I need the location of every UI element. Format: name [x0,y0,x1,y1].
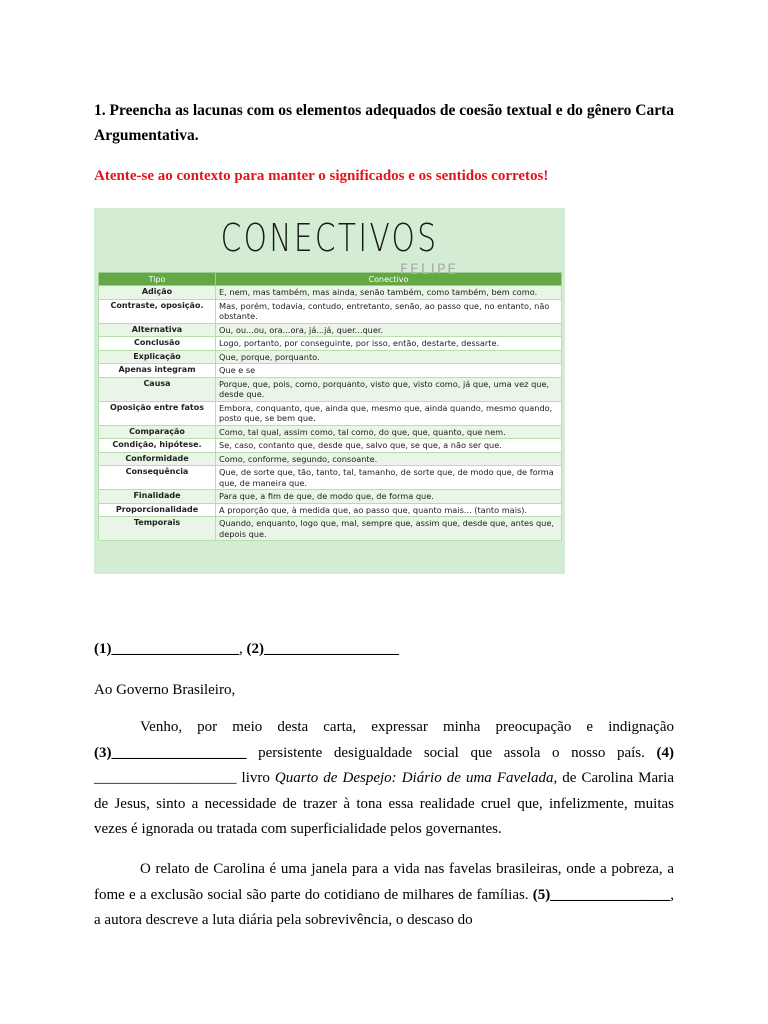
cell-conectivo: Logo, portanto, por conseguinte, por isso, então, destarte, dessarte. [216,337,562,351]
blank-2: (2)__________________ [246,641,399,657]
letter-paragraph-1 [94,715,674,843]
connectives-table [98,272,562,541]
cell-tipo: Explicação [99,350,216,364]
cell-tipo: Adição [99,286,216,300]
header-tipo: Tipo [99,273,216,286]
cell-tipo: Alternativa [99,323,216,337]
table-row [99,350,562,364]
blank-1: (1)_________________ [94,641,239,657]
cell-conectivo: Ou, ou...ou, ora...ora, já...já, quer...quer. [216,323,562,337]
table-row [99,286,562,300]
cell-conectivo: Quando, enquanto, logo que, mal, sempre que, assim que, desde que, antes que, depois que. [216,517,562,541]
cell-conectivo: Que, de sorte que, tão, tanto, tal, tamanho, de sorte que, de modo que, de forma que, de maneira que. [216,466,562,490]
p2-text-1: O relato de Carolina é uma janela para a vida nas favelas brasileiras, onde a pobreza, a fome e a exclusão social são parte do cotidiano de milhares de famílias. [94,861,674,903]
letter-paragraph-2 [94,857,674,934]
cell-conectivo: Se, caso, contanto que, desde que, salvo que, se que, a não ser que. [216,439,562,453]
blank-4-number: (4) [656,744,674,761]
cell-tipo: Temporais [99,517,216,541]
cell-tipo: Contraste, oposição. [99,299,216,323]
cell-conectivo: Porque, que, pois, como, porquanto, visto que, visto como, já que, uma vez que, desde que. [216,377,562,401]
cell-conectivo: Como, conforme, segundo, consoante. [216,452,562,466]
blank-4-line: ___________________ [94,770,237,786]
cell-tipo: Apenas integram [99,364,216,378]
table-row [99,337,562,351]
cell-tipo: Finalidade [99,490,216,504]
table-row [99,490,562,504]
cell-tipo: Consequência [99,466,216,490]
cell-conectivo: Mas, porém, todavia, contudo, entretanto, senão, ao passo que, no entanto, não obstante. [216,299,562,323]
blank-separator: , [239,641,247,657]
cell-conectivo: Para que, a fim de que, de modo que, de forma que. [216,490,562,504]
book-title: Quarto de Despejo: Diário de uma Favelada [274,770,554,786]
question-title: 1. Preencha as lacunas com os elementos adequados de coesão textual e do gênero Carta Argumentativa. [94,102,674,144]
table-row [99,364,562,378]
blank-5: (5)________________ [532,886,671,903]
table-row [99,439,562,453]
cell-conectivo: Embora, conquanto, que, ainda que, mesmo que, ainda quando, mesmo quando, posto que, se bem que. [216,401,562,425]
table-row [99,299,562,323]
cell-conectivo: E, nem, mas também, mas ainda, senão também, como também, bem como. [216,286,562,300]
cell-tipo: Proporcionalidade [99,503,216,517]
table-row [99,425,562,439]
p1-text-3: livro [236,770,275,786]
table-row [99,323,562,337]
p1-text-1: Venho, por meio desta carta, expressar minha preocupação e indignação [140,719,674,735]
table-row [99,401,562,425]
blank-3: (3)__________________ [94,744,247,761]
cell-tipo: Oposição entre fatos [99,401,216,425]
table-row [99,517,562,541]
cell-conectivo: A proporção que, à medida que, ao passo que, quanto mais... (tanto mais). [216,503,562,517]
question-warning: Atente-se ao contexto para manter o significados e os sentidos corretos! [94,168,549,184]
cell-tipo: Conclusão [99,337,216,351]
cell-tipo: Causa [99,377,216,401]
p1-text-4: , de Carolina Maria de Jesus, sinto a necessidade de trazer à tona essa realidade cruel que, infelizmente, muitas vezes é ignorada ou tratada com superficialidade pelos governantes. [94,770,674,837]
letter-header-blanks [94,637,674,663]
table-row [99,452,562,466]
header-conectivo: Conectivo [216,273,562,286]
table-row [99,503,562,517]
table-row [99,377,562,401]
cell-conectivo: Que e se [216,364,562,378]
connectives-table-image [94,208,565,574]
watermark: FELIPE [400,262,459,278]
p2-text-2: , a autora descreve a luta diária pela sobrevivência, o descaso do [94,886,674,928]
cell-conectivo: Como, tal qual, assim como, tal como, do que, que, quanto, que nem. [216,425,562,439]
cell-conectivo: Que, porque, porquanto. [216,350,562,364]
letter-greeting: Ao Governo Brasileiro, [94,682,236,698]
p1-text-2: persistente desigualdade social que assola o nosso país. [246,744,657,761]
cell-tipo: Comparação [99,425,216,439]
table-title: CONECTIVOS [220,216,439,260]
cell-tipo: Conformidade [99,452,216,466]
table-row [99,466,562,490]
cell-tipo: Condição, hipótese. [99,439,216,453]
